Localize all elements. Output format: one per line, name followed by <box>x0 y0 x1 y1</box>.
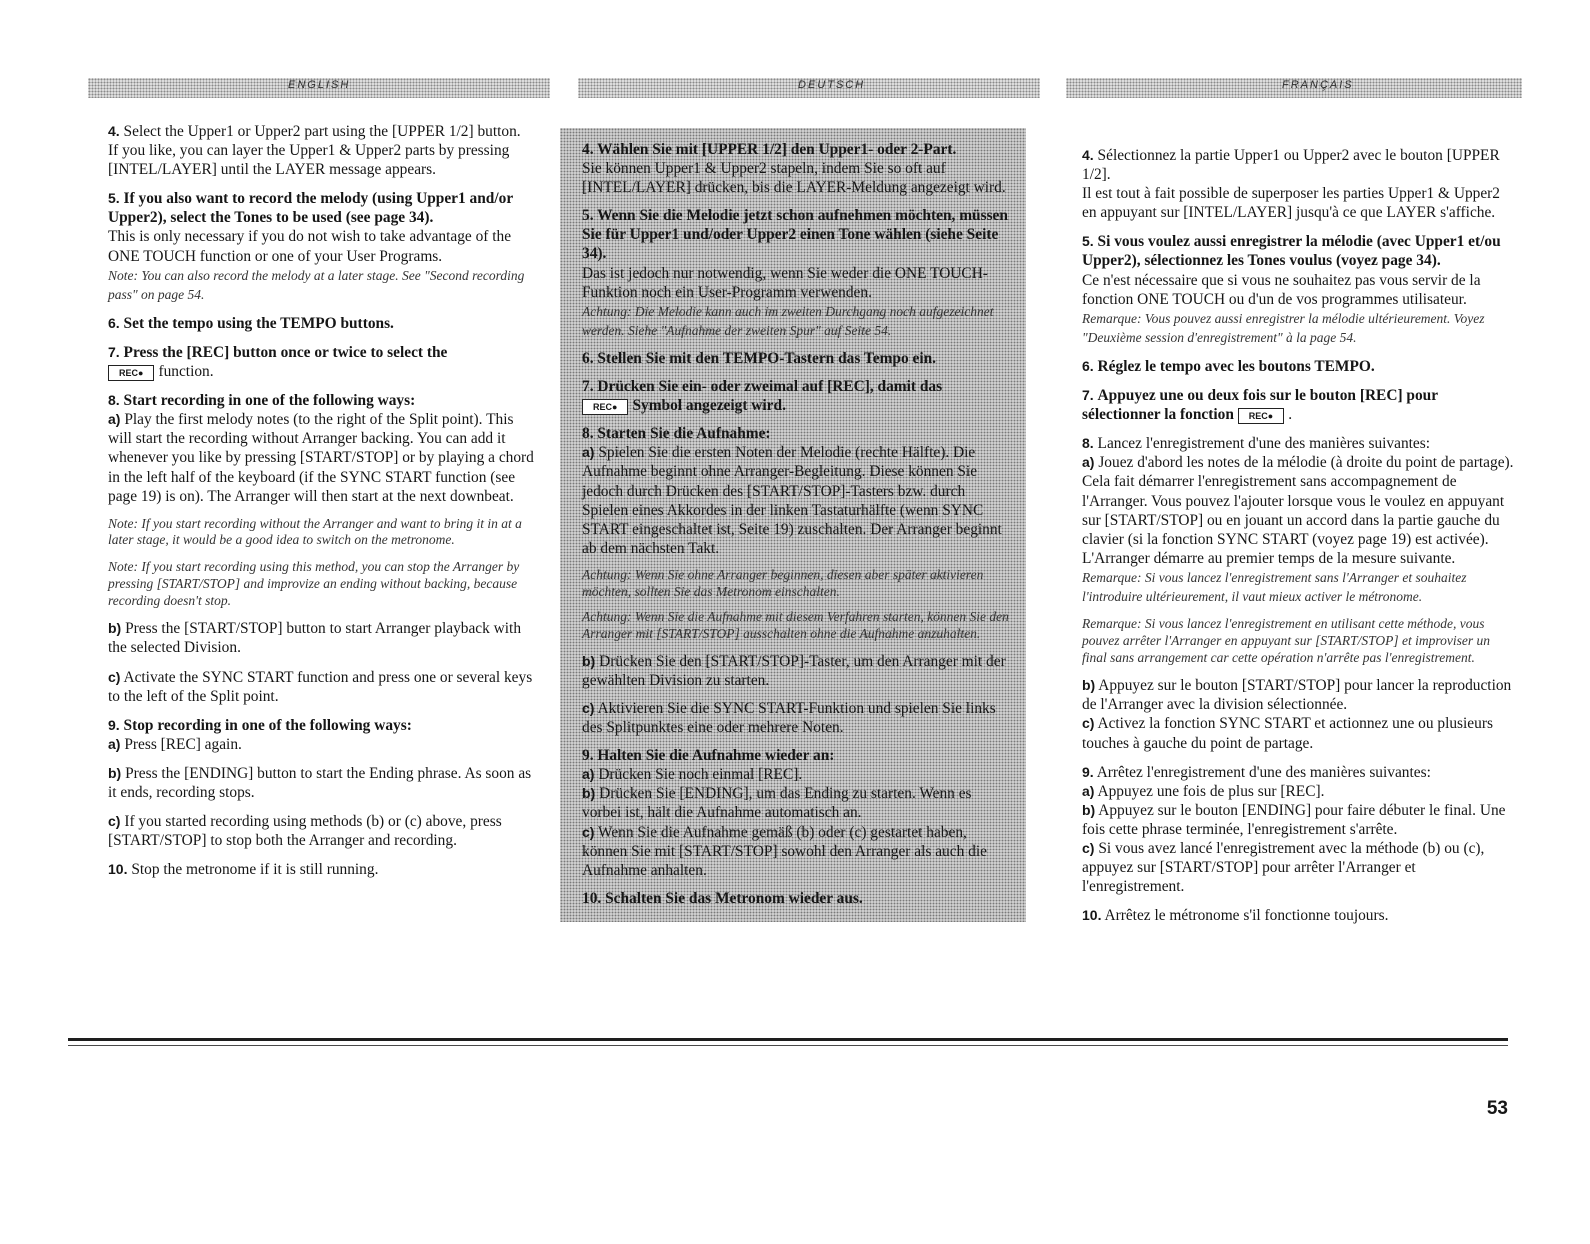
option-label: b) <box>108 620 122 637</box>
option-label: b) <box>108 764 122 781</box>
deutsch-step-5-note: Achtung: Die Melodie kann auch im zweiten Durchgang noch aufgezeichnet werden. Siehe "Aufnahme der zweiten Spur" auf Seite 54. <box>582 303 994 338</box>
deutsch-step-6: 6. Stellen Sie mit den TEMPO-Tastern das Tempo ein. <box>582 349 937 367</box>
english-step-8c: Activate the SYNC START function and press one or several keys to the left of the Split point. <box>108 668 533 705</box>
francais-step-8-note-2: Remarque: Si vous lancez l'enregistrement en utilisant cette méthode, vous pouvez arrêter l'Arranger en appuyant sur [START/STOP] et improviser un final sans arrangement car cette opération n'arrête pas l'enregistrement. <box>1082 616 1490 665</box>
step-number: 5. <box>108 190 120 207</box>
rec-indicator-icon: REC● <box>1238 408 1284 424</box>
francais-step-8: Lancez l'enregistrement d'une des manières suivantes: <box>1097 435 1431 453</box>
option-label: c) <box>108 813 121 830</box>
deutsch-step-8-note-1: Achtung: Wenn Sie ohne Arranger beginnen, diesen aber später aktivieren möchten, sollten Sie das Metronom einschalten. <box>582 566 984 599</box>
english-step-6: Set the tempo using the TEMPO buttons. <box>123 314 394 332</box>
english-step-5: If you also want to record the melody (using Upper1 and/or Upper2), select the Tones to be used (see page 34). <box>108 190 513 227</box>
option-label: a) <box>108 735 121 752</box>
option-label: b) <box>1082 677 1096 694</box>
option-label: a) <box>582 444 595 461</box>
english-column <box>108 122 540 889</box>
deutsch-step-5-body: Das ist jedoch nur notwendig, wenn Sie weder die ONE TOUCH-Funktion noch ein User-Programm verwenden. <box>582 264 988 301</box>
option-label: a) <box>1082 454 1095 471</box>
english-step-5-note: Note: You can also record the melody at a later stage. See "Second recording pass" on page 54. <box>108 267 525 302</box>
footer-rule-thin <box>68 1045 1508 1046</box>
step-number: 9. <box>1082 763 1094 780</box>
francais-step-7: Appuyez une ou deux fois sur le bouton [REC] pour sélectionner la fonction <box>1082 387 1438 424</box>
step-number: 5. <box>1082 233 1094 250</box>
deutsch-step-4-body: Sie können Upper1 & Upper2 stapeln, indem Sie so oft auf [INTEL/LAYER] drücken, bis die LAYER-Meldung angezeigt wird. <box>582 160 1006 197</box>
deutsch-column <box>560 128 1026 922</box>
deutsch-step-8c: Aktivieren Sie die SYNC START-Funktion und spielen Sie links des Splitpunktes eine oder mehrere Noten. <box>582 700 996 737</box>
english-step-9c: If you started recording using methods (b) or (c) above, press [START/STOP] to stop both the Arranger and recording. <box>108 813 502 850</box>
english-step-7: Press the [REC] button once or twice to select the <box>123 343 448 361</box>
deutsch-step-8-note-2: Achtung: Wenn Sie die Aufnahme mit diesem Verfahren starten, können Sie den Arranger mit [START/STOP] ausschalten ohne die Aufnahme anzuhalten. <box>582 609 1009 642</box>
step-number: 4. <box>1082 147 1094 163</box>
english-header: ENGLISH <box>288 79 351 91</box>
rec-indicator-icon: REC● <box>108 365 154 381</box>
deutsch-header: DEUTSCH <box>798 79 866 91</box>
option-label: c) <box>1082 715 1095 732</box>
step-number: 7. <box>1082 387 1094 404</box>
francais-step-8c: Activez la fonction SYNC START et actionnez une ou plusieurs touches à gauche du point de partage. <box>1082 715 1493 752</box>
deutsch-step-7: 7. Drücken Sie ein- oder zweimal auf [REC], damit das <box>582 378 943 396</box>
step-number: 6. <box>1082 357 1094 374</box>
francais-column: 4. Sélectionnez la partie Upper1 ou Upper2 avec le bouton [UPPER 1/2]. Il est tout à fait possible de superposer les parties Upper1 & Upper2 en appuyant sur [INTEL/LAYER] jusqu'à ce que LAYER s'affiche. 5. Si vous voulez aussi enregistrer la mélodie (avec Upper1 et/ou Upper2), sélectionnez les Tones voulus (voyez page 34). Ce n'est nécessaire que si vous ne souhaitez pas vous servir de la fonction ONE TOUCH ou d'un de vos programmes utilisateur. Remarque: Vous pouvez aussi enregistrer la mélodie ultérieurement. Voyez "Deuxième session d'enregistrement" à la page 54. 6. Réglez le tempo avec les boutons TEMPO. 7. Appuyez une ou deux fois sur le bouton [REC] pour sélectionner la fonction REC● . 8. Lancez l'enregistrement d'une des manières suivantes: a) Jouez d'abord les notes de la mélodie (à droite du point de partage). Cela fait démarrer l'enregistrement sans accompagnement de l'Arranger. Vous pouvez l'ajouter lorsque vous le voulez en appuyant sur [START/STOP] ou en jouant un accord dans la partie gauche du clavier (si la fonction SYNC START (voyez page 19) est activée). L'Arranger démarre au premier temps de la mesure suivante. Remarque: Si vous lancez l'enregistrement sans l'Arranger et souhaitez l'introduire ultérieurement, il vaut mieux activer le métronome. Remarque: Si vous lancez l'enregistrement en utilisant cette méthode, vous pouvez arrêter l'Arranger en appuyant sur [START/STOP] et improviser un final sans arrangement car cette opération n'arrête pas l'enregistrement. b) Appuyez sur le bouton [START/STOP] pour lancer la reproduction de l'Arranger avec la division sélectionnée. c) Activez la fonction SYNC START et actionnez une ou plusieurs touches à gauche du point de partage. 9. Arrêtez l'enregistrement d'une des manières suivantes: a) Appuyez une fois de plus sur [REC]. b) Appuyez sur le bouton [ENDING] pour faire débuter le final. Une fois cette phrase terminée, l'enregistrement s'arrête. c) Si vous avez lancé l'enregistrement avec la méthode (b) ou (c), appuyez sur [START/STOP] pour arrêter l'Arranger et l'enregistrement. 10. Arrêtez le métronome s'il fonctionne toujours. <box>1082 147 1514 925</box>
english-step-8-note-1: Note: If you start recording without the Arranger and want to bring it in at a later stage, it would be a good idea to switch on the metronome. <box>108 515 522 548</box>
step-number: 4. <box>108 123 120 139</box>
english-step-8b: Press the [START/STOP] button to start Arranger playback with the selected Division. <box>108 620 522 657</box>
option-label: b) <box>582 785 596 802</box>
english-header-band <box>88 78 550 98</box>
deutsch-step-8b: Drücken Sie den [START/STOP]-Taster, um den Arranger mit der gewählten Division zu starten. <box>582 652 1006 689</box>
step-number: 10. <box>1082 907 1102 924</box>
option-label: a) <box>108 411 121 428</box>
english-step-5-body: This is only necessary if you do not wish to take advantage of the ONE TOUCH function or one of your User Programs. <box>108 228 512 265</box>
deutsch-step-8: 8. Starten Sie die Aufnahme: <box>582 425 771 443</box>
francais-step-5-body: Ce n'est nécessaire que si vous ne souhaitez pas vous servir de la fonction ONE TOUCH ou d'un de vos programmes utilisateur. <box>1082 271 1481 308</box>
english-step-10: Stop the metronome if it is still running. <box>131 861 379 879</box>
francais-step-4-body: Il est tout à fait possible de superposer les parties Upper1 & Upper2 en appuyant sur [INTEL/LAYER] jusqu'à ce que LAYER s'affiche. <box>1082 185 1501 222</box>
english-step-8a: Play the first melody notes (to the right of the Split point). This will start the recording without Arranger backing. You can add it whenever you like by pressing [START/STOP] or by playing a chord in the left half of the keyboard (if the SYNC START function (see page 19) is on). The Arranger will then start at the next downbeat. <box>108 411 534 505</box>
deutsch-step-9: 9. Halten Sie die Aufnahme wieder an: <box>582 747 835 765</box>
deutsch-step-4: 4. Wählen Sie mit [UPPER 1/2] den Upper1- oder 2-Part. <box>582 141 957 158</box>
english-step-8-note-2: Note: If you start recording using this method, you can stop the Arranger by pressing [START/STOP] and improvize an ending without backing, because recording doesn't stop. <box>108 559 520 608</box>
francais-step-8-note-1: Remarque: Si vous lancez l'enregistrement sans l'Arranger et souhaitez l'introduire ultérieurement, il vaut mieux activer le métronome. <box>1082 569 1467 604</box>
step-number: 10. <box>108 861 128 878</box>
francais-header-band <box>1066 78 1522 98</box>
english-step-8: Start recording in one of the following ways: <box>123 392 416 410</box>
english-step-9b: Press the [ENDING] button to start the Ending phrase. As soon as it ends, recording stops. <box>108 764 532 802</box>
option-label: b) <box>582 652 596 669</box>
page-number: 53 <box>1486 1098 1508 1119</box>
option-label: c) <box>582 700 595 716</box>
deutsch-step-5: 5. Wenn Sie die Melodie jetzt schon aufnehmen möchten, müssen Sie für Upper1 und/oder Upper2 einen Tone wählen (siehe Seite 34). <box>582 207 1008 263</box>
step-number: 9. <box>108 716 120 733</box>
english-step-9a: Press [REC] again. <box>124 735 242 753</box>
option-label: a) <box>582 766 595 783</box>
deutsch-step-9b: Drücken Sie [ENDING], um das Ending zu starten. Wenn es vorbei ist, hält die Aufnahme automatisch an. <box>582 785 972 822</box>
francais-step-8a: Jouez d'abord les notes de la mélodie (à droite du point de partage). Cela fait démarrer l'enregistrement sans accompagnement de l'Arranger. Vous pouvez l'ajouter lorsque vous le voulez en appuyant sur [START/STOP] ou en jouant un accord dans la partie gauche du clavier (si la fonction SYNC START (voyez page 19) est activée). L'Arranger démarre au premier temps de la mesure suivante. <box>1082 454 1514 567</box>
francais-step-10: Arrêtez le métronome s'il fonctionne toujours. <box>1104 907 1389 925</box>
footer-rule <box>68 1038 1508 1041</box>
deutsch-step-9a: Drücken Sie noch einmal [REC]. <box>598 766 803 784</box>
rec-indicator-icon: REC● <box>582 399 628 415</box>
option-label: c) <box>108 668 121 685</box>
english-step-4-body: If you like, you can layer the Upper1 & Upper2 parts by pressing [INTEL/LAYER] until the LAYER message appears. <box>108 142 510 179</box>
option-label: c) <box>582 823 595 840</box>
francais-step-9b: Appuyez sur le bouton [ENDING] pour faire débuter le final. Une fois cette phrase terminée, l'enregistrement s'arrête. <box>1082 801 1506 838</box>
francais-step-9c: Si vous avez lancé l'enregistrement avec la méthode (b) ou (c), appuyez sur [START/STOP] pour arrêter l'Arranger et l'enregistrement. <box>1082 840 1485 896</box>
option-label: b) <box>1082 801 1096 818</box>
francais-step-5-note: Remarque: Vous pouvez aussi enregistrer la mélodie ultérieurement. Voyez "Deuxième session d'enregistrement" à la page 54. <box>1082 310 1485 345</box>
english-step-9: Stop recording in one of the following ways: <box>123 716 412 734</box>
deutsch-step-10: 10. Schalten Sie das Metronom wieder aus. <box>582 889 863 907</box>
deutsch-step-8a: Spielen Sie die ersten Noten der Melodie (rechte Hälfte). Die Aufnahme beginnt ohne Arranger-Begleitung. Diese können Sie jedoch durch Drücken des [START/STOP]-Tasters bzw. durch Spielen eines Akkordes in der linken Tastaturhälfte (wenn SYNC START eingeschaltet ist, Seite 19) zuschalten. Der Arranger beginnt ab dem nächsten Takt. <box>582 444 1002 557</box>
option-label: a) <box>1082 782 1095 799</box>
step-number: 6. <box>108 314 120 331</box>
francais-step-8b: Appuyez sur le bouton [START/STOP] pour lancer la reproduction de l'Arranger avec la division sélectionnée. <box>1082 677 1512 714</box>
step-number: 8. <box>108 392 120 409</box>
francais-step-4: Sélectionnez la partie Upper1 ou Upper2 avec le bouton [UPPER 1/2]. <box>1082 147 1500 184</box>
francais-step-6: Réglez le tempo avec les boutons TEMPO. <box>1097 357 1375 375</box>
francais-step-9: Arrêtez l'enregistrement d'une des manières suivantes: <box>1096 763 1431 781</box>
francais-step-5: Si vous voulez aussi enregistrer la mélodie (avec Upper1 et/ou Upper2), sélectionnez les Tones voulus (voyez page 34). <box>1082 233 1501 270</box>
deutsch-step-7-tail: Symbol angezeigt wird. <box>632 397 786 415</box>
english-step-7-tail: function. <box>158 363 214 381</box>
step-number: 7. <box>108 343 120 360</box>
option-label: c) <box>1082 840 1095 857</box>
francais-header: FRANÇAIS <box>1282 79 1354 91</box>
deutsch-header-band <box>578 78 1040 98</box>
step-number: 8. <box>1082 435 1094 452</box>
english-step-4: Select the Upper1 or Upper2 part using the [UPPER 1/2] button. <box>123 123 521 140</box>
francais-step-9a: Appuyez une fois de plus sur [REC]. <box>1097 782 1325 800</box>
deutsch-step-9c: Wenn Sie die Aufnahme gemäß (b) oder (c) gestartet haben, können Sie mit [START/STOP] sowohl den Arranger als auch die Aufnahme anhalten. <box>582 823 987 879</box>
